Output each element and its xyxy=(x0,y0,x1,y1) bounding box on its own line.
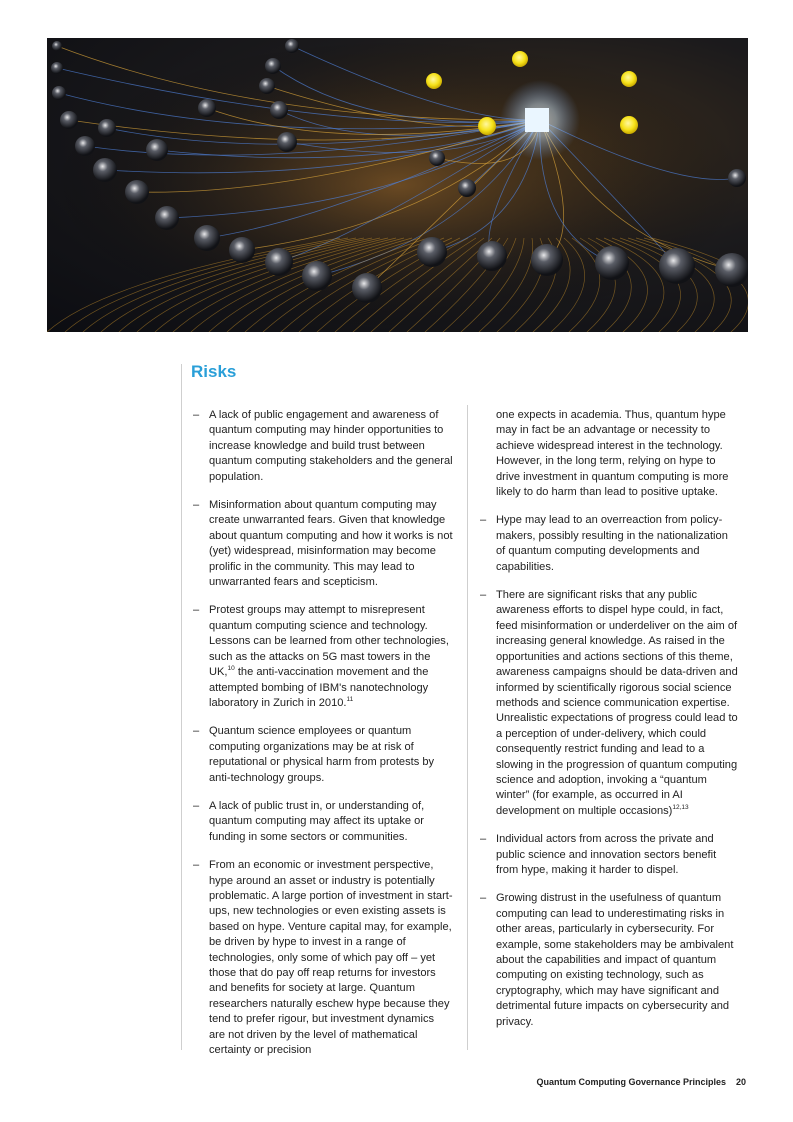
dash-icon: – xyxy=(193,799,200,812)
dash-icon: – xyxy=(193,725,200,738)
reference-marker: 11 xyxy=(346,695,354,703)
left-column xyxy=(193,408,453,1071)
list-item-text: Protest groups may attempt to misrepresent quantum computing science and technology. Lessons can be learned from other technologies, such as the attacks on 5G mast towers in the UK, xyxy=(209,604,449,679)
dash-icon: – xyxy=(480,589,487,602)
list-item xyxy=(480,588,740,819)
list-item-text: A lack of public trust in, or understanding of, quantum computing may affect its uptake or funding in some sectors or communities. xyxy=(209,799,425,843)
section-title: Risks xyxy=(191,362,237,381)
list-item xyxy=(193,858,453,1058)
list-item xyxy=(193,498,453,590)
dash-icon: – xyxy=(480,892,487,905)
dash-icon: – xyxy=(480,833,487,846)
list-item-continuation: one expects in academia. Thus, quantum hype may in fact be an advantage or necessity to achieve widespread interest in the technology. However, in the long term, relying on hype to drive investment in quantum computing is more likely to do harm than lead to positive uptake. xyxy=(496,409,729,499)
dash-icon: – xyxy=(193,859,200,872)
column-divider xyxy=(467,405,468,1050)
list-item-text: Hype may lead to an overreaction from policy-makers, possibly resulting in the nationalization of quantum computing developments and capabilities. xyxy=(496,514,728,573)
dash-icon: – xyxy=(193,499,200,512)
hero-image xyxy=(47,38,748,332)
list-item xyxy=(480,832,740,878)
footer-title: Quantum Computing Governance Principles xyxy=(536,1077,726,1087)
quantum-network-illustration-icon xyxy=(47,38,748,332)
list-item xyxy=(193,603,453,711)
list-item-text: There are significant risks that any public awareness efforts to dispel hype could, in fact, feed misinformation or underdeliver on the aim of increasing general knowledge. As raised in the opportunities and actions sections of this theme, awareness campaigns should be data-driven and informed by scientifically rigorous social science methods and science communication expertise. Unrealistic expectations of progress could lead to a perception of under-delivery, which could consequently restrict funding and lead to a slowing in the progression of quantum computing science and adoption, invoking a “quantum winter” (for example, as occurred in AI development on multiple occasions) xyxy=(496,589,738,817)
list-item xyxy=(193,724,453,786)
dash-icon: – xyxy=(480,514,487,527)
list-item-text: Growing distrust in the usefulness of quantum computing can lead to underestimating risks in other areas, particularly in cybersecurity. For example, some stakeholders may be ambivalent about the capabilities and impact of quantum computing on existing technology, such as cryptography, which may have significant and detrimental future impacts on cybersecurity and privacy. xyxy=(496,892,734,1028)
list-item xyxy=(480,513,740,575)
list-item-text: Quantum science employees or quantum computing organizations may be at risk of reputational or physical harm from protests by anti-technology groups. xyxy=(209,725,435,784)
reference-marker: 10 xyxy=(227,665,235,673)
page-footer xyxy=(536,1077,746,1087)
list-item-text: A lack of public engagement and awareness of quantum computing may hinder opportunities to increase knowledge and build trust between quantum computing stakeholders and the general population. xyxy=(209,409,453,483)
list-item-text: From an economic or investment perspective, hype around an asset or industry is potentially problematic. A large portion of investment in start-ups, new technologies or even existing assets is based on hype. Venture capital may, for example, be driven by hype to invest in a range of technologies, only some of which pay off – yet those that do pay off reap returns for investors and benefits for society at large. Quantum researchers naturally eschew hype because they tend to prefer rigour, but investment dynamics are not driven by the level of mathematical certainty or precision xyxy=(209,859,453,1057)
dash-icon: – xyxy=(193,604,200,617)
reference-marker: 12,13 xyxy=(672,803,689,811)
list-item xyxy=(193,799,453,845)
list-item xyxy=(193,408,453,485)
left-divider xyxy=(181,364,182,1050)
dash-icon: – xyxy=(193,409,200,421)
right-column xyxy=(480,408,740,1043)
list-item xyxy=(480,891,740,1030)
list-item-text: Individual actors from across the private and public science and innovation sectors benefit from hype, making it harder to dispel. xyxy=(496,833,717,876)
list-item-text: Misinformation about quantum computing may create unwarranted fears. Given that knowledge about quantum computing and how it works is not (yet) widespread, misinformation may become prolific in the community. This may lead to unwarranted fears and scepticism. xyxy=(209,499,453,589)
list-item-text: the anti-vaccination movement and the attempted bombing of IBM's nanotechnology laboratory in Zurich in 2010. xyxy=(209,666,429,709)
page-number: 20 xyxy=(735,1077,746,1087)
